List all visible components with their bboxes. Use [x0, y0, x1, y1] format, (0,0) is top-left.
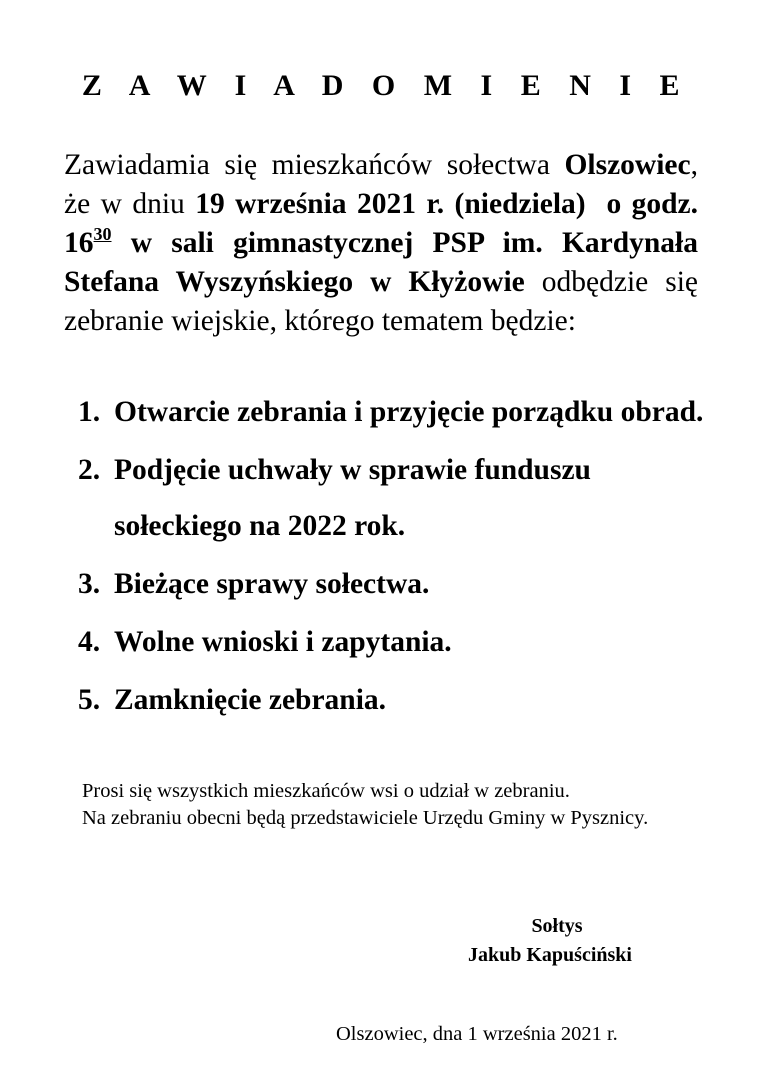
intro-paragraph: [64, 146, 698, 341]
intro-text-3: odbędzie się zebranie wiejskie, którego tematem będzie:: [64, 266, 699, 337]
agenda-item-number: 1.: [78, 396, 101, 428]
agenda-item: [78, 556, 718, 612]
signature-block: [400, 912, 700, 970]
village-name: Olszowiec: [564, 149, 691, 181]
agenda-item-number: 3.: [78, 568, 101, 600]
agenda-item-number: 5.: [78, 684, 101, 716]
agenda-item-number: 4.: [78, 626, 101, 658]
note-line-2: Na zebraniu obecni będą przedstawiciele Urzędu Gminy w Pysznicy.: [82, 807, 649, 829]
agenda-item-text: Otwarcie zebrania i przyjęcie porządku obrad.: [114, 396, 704, 428]
agenda-item-text: Bieżące sprawy sołectwa.: [114, 568, 430, 600]
intro-text-2: , że w dniu: [64, 149, 698, 220]
meeting-place: w sali gimnastycznej PSP im. Kardynała Stefana Wyszyńskiego w Kłyżowie: [64, 227, 698, 298]
meeting-date: 19 września 2021 r. (niedziela): [195, 188, 586, 220]
agenda-item: [78, 672, 718, 728]
signature-name: Jakub Kapuściński: [468, 944, 632, 966]
intro-text-1: Zawiadamia się mieszkańców sołectwa: [64, 149, 550, 181]
agenda-item-text: Zamknięcie zebrania.: [114, 684, 387, 716]
agenda-item: [78, 384, 718, 440]
notice-note: [82, 778, 698, 832]
page-title: Z A W I A D O M I E N I E: [81, 69, 691, 102]
signature-role: Sołtys: [531, 915, 583, 937]
place-and-date: Olszowiec, dna 1 września 2021 r.: [336, 1023, 618, 1045]
meeting-time-hour: o godz. 16: [64, 188, 699, 259]
agenda-item-number: 2.: [78, 454, 101, 486]
agenda-item: [78, 614, 718, 670]
agenda-item-text: Podjęcie uchwały w sprawie funduszu sołeckiego na 2022 rok.: [114, 454, 591, 542]
note-line-1: Prosi się wszystkich mieszkańców wsi o udział w zebraniu.: [82, 780, 570, 802]
agenda-list: [78, 384, 718, 728]
agenda-item: [78, 442, 718, 554]
meeting-time-minutes: 30: [93, 224, 112, 244]
agenda-item-text: Wolne wnioski i zapytania.: [114, 626, 452, 658]
